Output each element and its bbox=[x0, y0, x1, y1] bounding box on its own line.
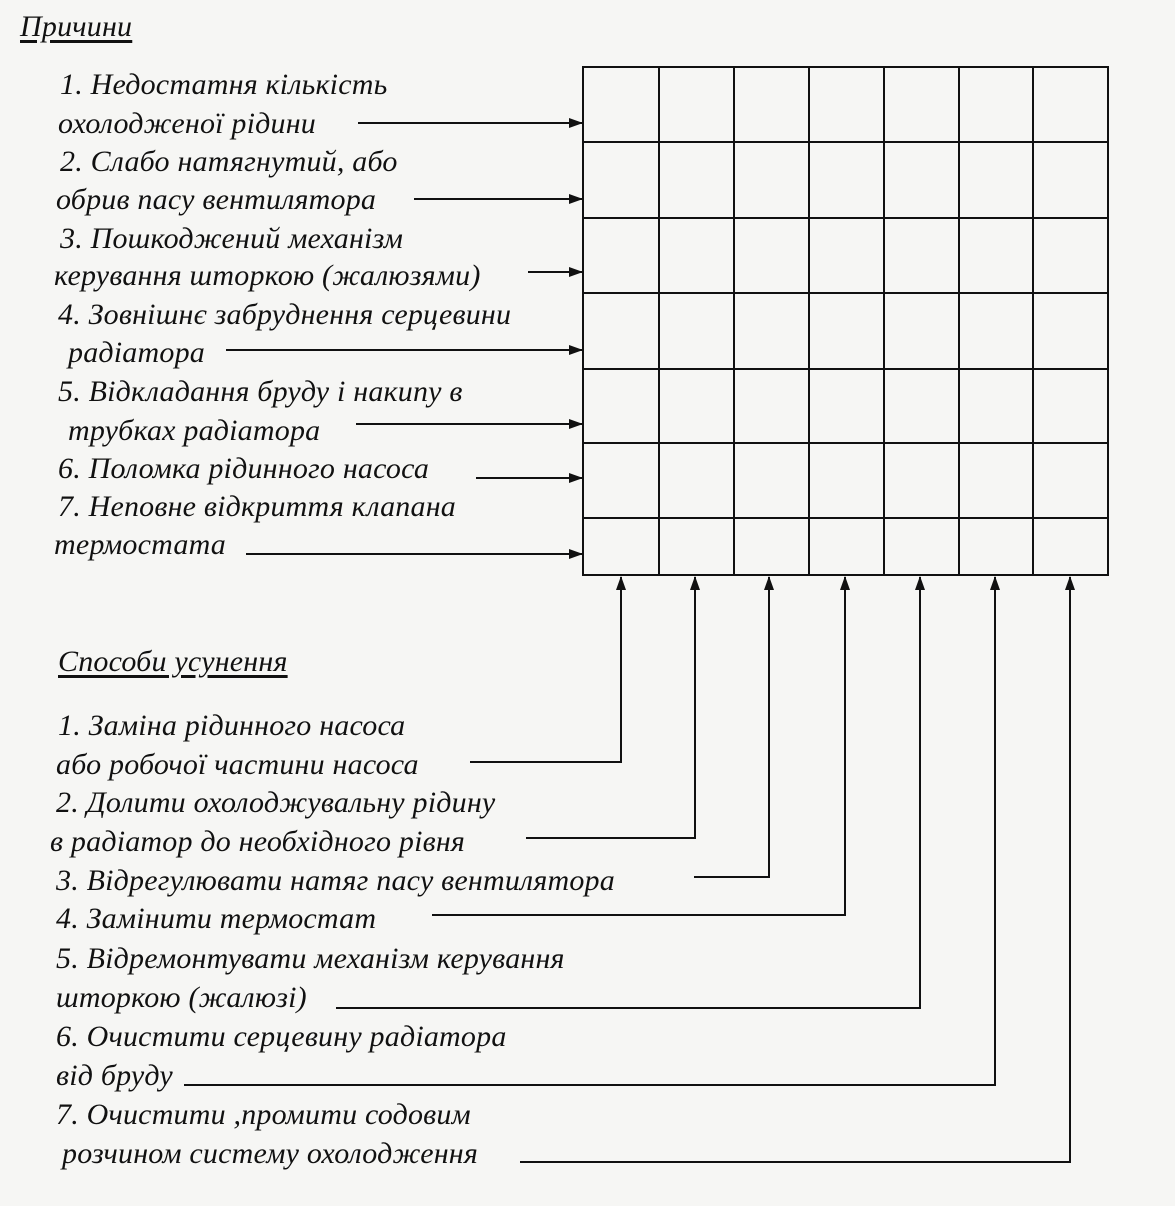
remedy-2-arrow bbox=[526, 577, 695, 838]
matrix-grid bbox=[583, 67, 1108, 575]
cause-6-line1: 6. Поломка рідинного насоса bbox=[58, 452, 430, 485]
remedy-6-line1: 6. Очистити серцевину радіатора bbox=[56, 1020, 507, 1053]
cause-7-line2: термостата bbox=[54, 528, 227, 561]
remedy-6-line2: від бруду bbox=[56, 1059, 173, 1092]
cause-2-line1: 2. Слабо натягнутий, або bbox=[60, 145, 398, 178]
cause-2-line2: обрив пасу вентилятора bbox=[56, 183, 377, 216]
remedy-1-line2: або робочої частини насоса bbox=[56, 748, 419, 781]
cause-arrows bbox=[226, 123, 582, 554]
matrix-border bbox=[583, 67, 1108, 575]
causes-heading: Причини bbox=[20, 10, 133, 43]
cause-5-line2: трубках радіатора bbox=[68, 414, 321, 447]
remedy-2-line2: в радіатор до необхідного рівня bbox=[50, 825, 466, 858]
remedy-5-arrow bbox=[336, 577, 920, 1008]
remedy-1-arrow bbox=[470, 577, 621, 762]
remedy-5-line1: 5. Відремонтувати механізм керування bbox=[56, 942, 565, 975]
remedy-2-line1: 2. Долити охолоджувальну рідину bbox=[56, 786, 496, 819]
remedy-7-arrow bbox=[520, 577, 1070, 1162]
remedy-7-line2: розчином систему охолодження bbox=[62, 1137, 479, 1170]
remedy-4-arrow bbox=[432, 577, 845, 915]
remedy-5-line2: шторкою (жалюзі) bbox=[56, 981, 307, 1014]
remedies-heading: Способи усунення bbox=[58, 645, 288, 678]
cause-3-line2: керування шторкою (жалюзями) bbox=[54, 259, 481, 292]
cause-1-line2: охолодженої рідини bbox=[58, 107, 316, 140]
cause-3-line1: 3. Пошкоджений механізм bbox=[60, 222, 404, 255]
cause-4-line2: радіатора bbox=[68, 336, 205, 369]
remedy-3-line1: 3. Відрегулювати натяг пасу вентилятора bbox=[56, 864, 615, 897]
remedy-4-line1: 4. Замінити термостат bbox=[56, 902, 377, 935]
cause-5-line1: 5. Відкладання бруду і накипу в bbox=[58, 375, 463, 408]
cause-7-line1: 7. Неповне відкриття клапана bbox=[58, 490, 456, 523]
remedy-arrows bbox=[184, 577, 1070, 1162]
remedy-1-line1: 1. Заміна рідинного насоса bbox=[58, 709, 406, 742]
cause-4-line1: 4. Зовнішнє забруднення серцевини bbox=[58, 298, 512, 331]
remedy-3-arrow bbox=[694, 577, 769, 877]
remedy-7-line1: 7. Очистити ,промити содовим bbox=[56, 1098, 471, 1131]
cause-1-line1: 1. Недостатня кількість bbox=[60, 68, 388, 101]
